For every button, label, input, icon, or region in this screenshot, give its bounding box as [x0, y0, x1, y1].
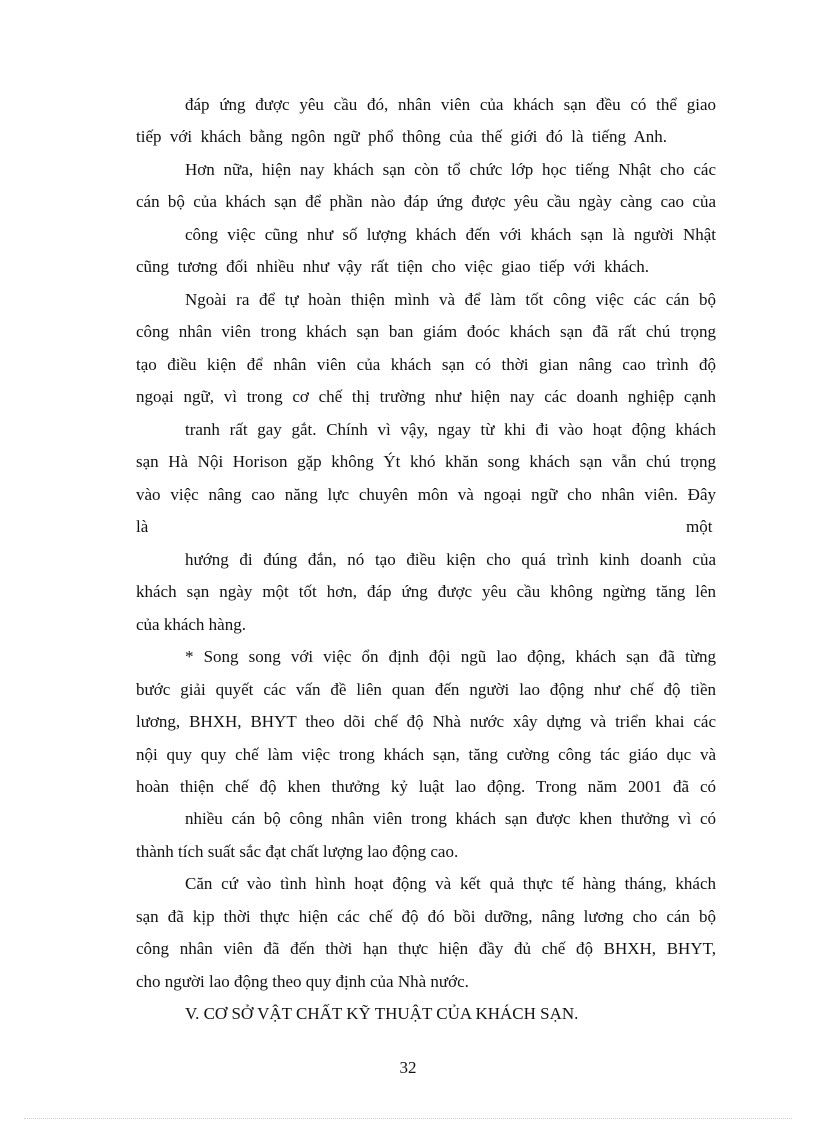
- text-line: vào việc nâng cao năng lực chuyên môn và ngoại ngữ cho nhân viên. Đây: [136, 485, 716, 504]
- text-line: của khách hàng.: [136, 615, 246, 634]
- text-line: một: [686, 517, 713, 536]
- text-line: sạn Hà Nội Horison gặp không Ýt khó khăn song khách sạn vẫn chú trọng: [136, 452, 716, 471]
- text-line: thành tích suất sắc đạt chất lượng lao động cao.: [136, 842, 459, 861]
- text-line: ngoại ngữ, vì trong cơ chế thị trường như hiện nay các doanh nghiệp cạnh: [136, 387, 716, 406]
- text-line: tiếp với khách bằng ngôn ngữ phổ thông của thế giới đó là tiếng Anh.: [136, 127, 667, 146]
- text-line: công nhân viên trong khách sạn ban giám đoóc khách sạn đã rất chú trọng: [136, 322, 716, 341]
- text-line: bước giải quyết các vấn đề liên quan đến người lao động như chế độ tiền: [136, 680, 716, 699]
- text-line: lương, BHXH, BHYT theo dõi chế độ Nhà nước xây dựng và triển khai các: [136, 712, 716, 731]
- text-line: tranh rất gay gắt. Chính vì vậy, ngay từ khi đi vào hoạt động khách: [185, 420, 716, 439]
- text-line: công nhân viên đã đến thời hạn thực hiện đầy đủ chế độ BHXH, BHYT,: [136, 939, 716, 958]
- text-line: công việc cũng như số lượng khách đến với khách sạn là người Nhật: [185, 225, 716, 244]
- page-number: 32: [399, 1058, 417, 1077]
- text-line: là: [136, 517, 149, 536]
- text-line: * Song song với việc ổn định đội ngũ lao động, khách sạn đã từng: [185, 647, 716, 666]
- text-line: Hơn nữa, hiện nay khách sạn còn tổ chức lớp học tiếng Nhật cho các: [185, 160, 716, 179]
- text-line: đáp ứng được yêu cầu đó, nhân viên của khách sạn đều có thể giao: [185, 95, 716, 114]
- text-line: hướng đi đúng đắn, nó tạo điều kiện cho quá trình kinh doanh của: [185, 550, 716, 569]
- text-line: Căn cứ vào tình hình hoạt động và kết quả thực tế hàng tháng, khách: [185, 874, 716, 893]
- text-line: sạn đã kịp thời thực hiện các chế độ đó bồi dưỡng, nâng lương cho cán bộ: [136, 907, 716, 926]
- text-line: khách sạn ngày một tốt hơn, đáp ứng được yêu cầu không ngừng tăng lên: [136, 582, 716, 601]
- text-line: hoàn thiện chế độ khen thưởng kỷ luật lao động. Trong năm 2001 đã có: [136, 777, 716, 796]
- text-line: cho người lao động theo quy định của Nhà nước.: [136, 972, 469, 991]
- text-line: cán bộ của khách sạn để phần nào đáp ứng được yêu cầu ngày càng cao của: [136, 192, 716, 211]
- text-line: Ngoài ra để tự hoàn thiện mình và để làm tốt công việc các cán bộ: [185, 290, 716, 309]
- text-line: nhiều cán bộ công nhân viên trong khách sạn được khen thưởng vì có: [185, 809, 716, 828]
- page-bottom-rule: [24, 1118, 792, 1119]
- section-heading: V. CƠ SỞ VẬT CHẤT KỸ THUẬT CỦA KHÁCH SẠN.: [185, 1004, 579, 1023]
- text-line: nội quy quy chế làm việc trong khách sạn, tăng cường công tác giáo dục và: [136, 745, 716, 764]
- text-line: tạo điều kiện để nhân viên của khách sạn có thời gian nâng cao trình độ: [136, 355, 716, 374]
- text-line: cũng tương đối nhiều như vậy rất tiện cho việc giao tiếp với khách.: [136, 257, 649, 276]
